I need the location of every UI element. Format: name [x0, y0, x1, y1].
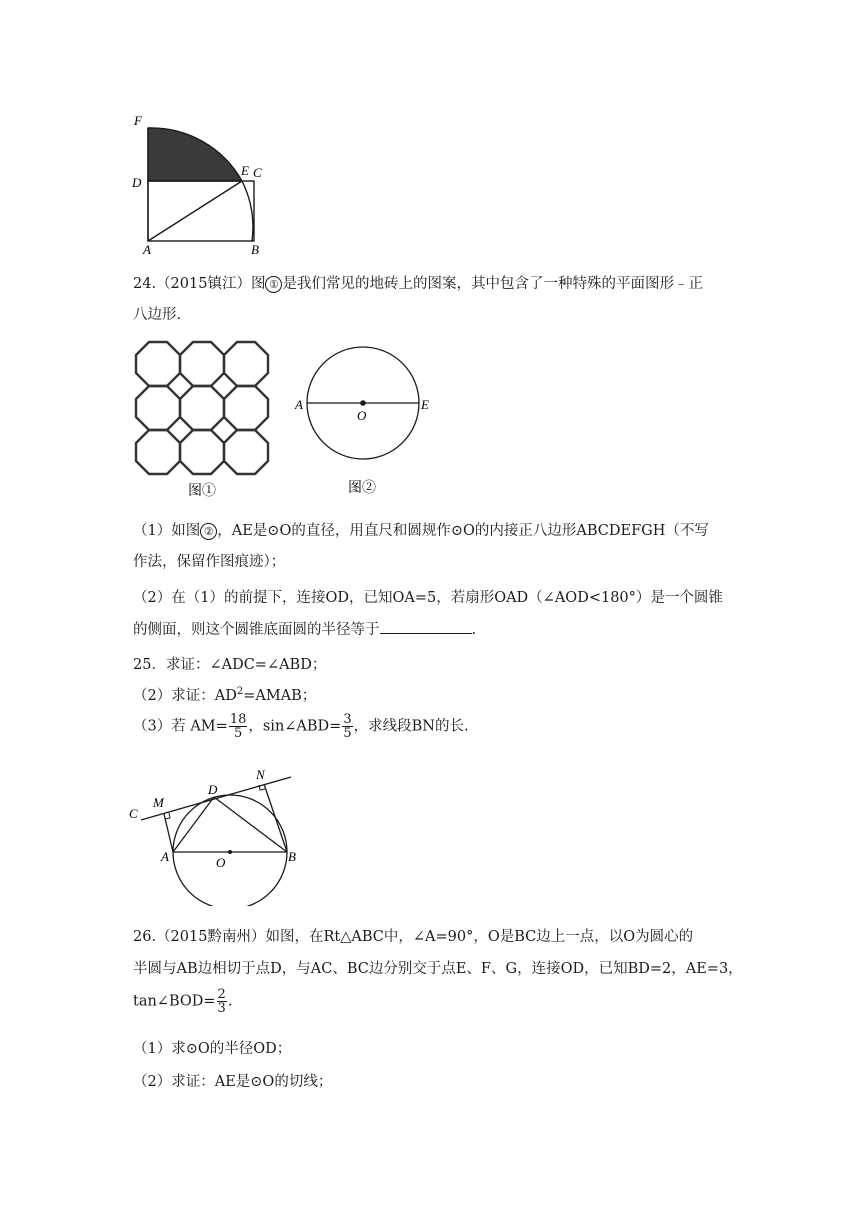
- fig25-label-o: O: [216, 855, 226, 870]
- q24-part2-line2: 的侧面，则这个圆锥底面圆的半径等于 .: [133, 618, 476, 639]
- circled-two: ②: [200, 523, 217, 540]
- octagon-tile: [136, 386, 180, 430]
- label-f: F: [134, 113, 142, 128]
- fig25-label-b: B: [288, 849, 296, 864]
- q26-line3: tan∠BOD= $\frac{2}{3}$ .: [133, 987, 233, 1016]
- q24-part2-line1: （2）在（1）的前提下，连接OD，已知OA=5，若扇形OAD（∠AOD<180°）是一个圆锥: [133, 590, 723, 606]
- label-c: C: [253, 165, 262, 180]
- label-a: A: [143, 242, 151, 257]
- label-d: D: [132, 175, 142, 190]
- figure-octagon-tiling: [130, 338, 278, 508]
- q24-part1-line1: （1）如图 ② ，AE是⊙O的直径，用直尺和圆规作⊙O的内接正八边形ABCDEFGH（不写: [133, 523, 709, 539]
- fig25-label-m: M: [153, 795, 164, 810]
- q26-line1: 26.（2015黔南州）如图，在Rt△ABC中，∠A=90°，O是BC边上一点，以O为圆心的: [133, 929, 694, 945]
- octagon-tile: [180, 342, 224, 386]
- circled-one: ①: [265, 276, 282, 293]
- fig2-label-e: E: [421, 397, 429, 412]
- fig25-label-n: N: [256, 767, 265, 782]
- label-e: E: [241, 163, 249, 178]
- q26-part2: （2）求证：AE是⊙O的切线；: [133, 1074, 333, 1090]
- figure-circle-diameter: [290, 338, 440, 503]
- octagon-tile: [224, 430, 268, 474]
- q24-line1: 24.（2015镇江）图 ① 是我们常见的地砖上的图案，其中包含了一种特殊的平面图形﹣正: [133, 276, 703, 292]
- label-b: B: [251, 242, 259, 257]
- fraction-sin: $\frac{3}{5}$: [343, 712, 352, 741]
- octagon-tile: [224, 342, 268, 386]
- fig1-caption: 图①: [188, 484, 216, 499]
- q24-line2: 八边形.: [133, 307, 182, 323]
- fig2-label-o: O: [357, 408, 367, 423]
- fig25-label-c: C: [129, 806, 138, 821]
- q26-part1: （1）求⊙O的半径OD；: [133, 1041, 292, 1057]
- fraction-tan: $\frac{2}{3}$: [217, 987, 226, 1016]
- octagon-tile: [136, 430, 180, 474]
- q25-line1: 25．求证：∠ADC=∠ABD；: [133, 657, 327, 673]
- q26-line2: 半圆与AB边相切于点D，与AC、BC边分别交于点E、F、G，连接OD，已知BD=2，AE=3，: [133, 961, 743, 977]
- octagon-tile: [136, 342, 180, 386]
- fig25-label-d: D: [208, 782, 218, 797]
- octagon-tile: [180, 430, 224, 474]
- figure-circle-tangent: [126, 764, 316, 906]
- fig25-label-a: A: [161, 849, 169, 864]
- figure-quarter-circle: [130, 108, 280, 258]
- octagon-tile: [224, 386, 268, 430]
- fraction-am: $\frac{18}{5}$: [229, 712, 247, 741]
- fig2-label-a: A: [295, 397, 303, 412]
- answer-blank: [380, 619, 472, 634]
- octagon-tile: [180, 386, 224, 430]
- q25-line3: （3）若 AM= $\frac{18}{5}$ ，sin∠ABD= $\frac{3}{5}$ ，求线段BN的长.: [133, 712, 469, 741]
- fig2-caption: 图②: [348, 481, 376, 496]
- q25-line2: （2）求证：$AD^2=AMAB$；: [133, 686, 317, 704]
- q24-part1-line2: 作法，保留作图痕迹）；: [133, 554, 286, 570]
